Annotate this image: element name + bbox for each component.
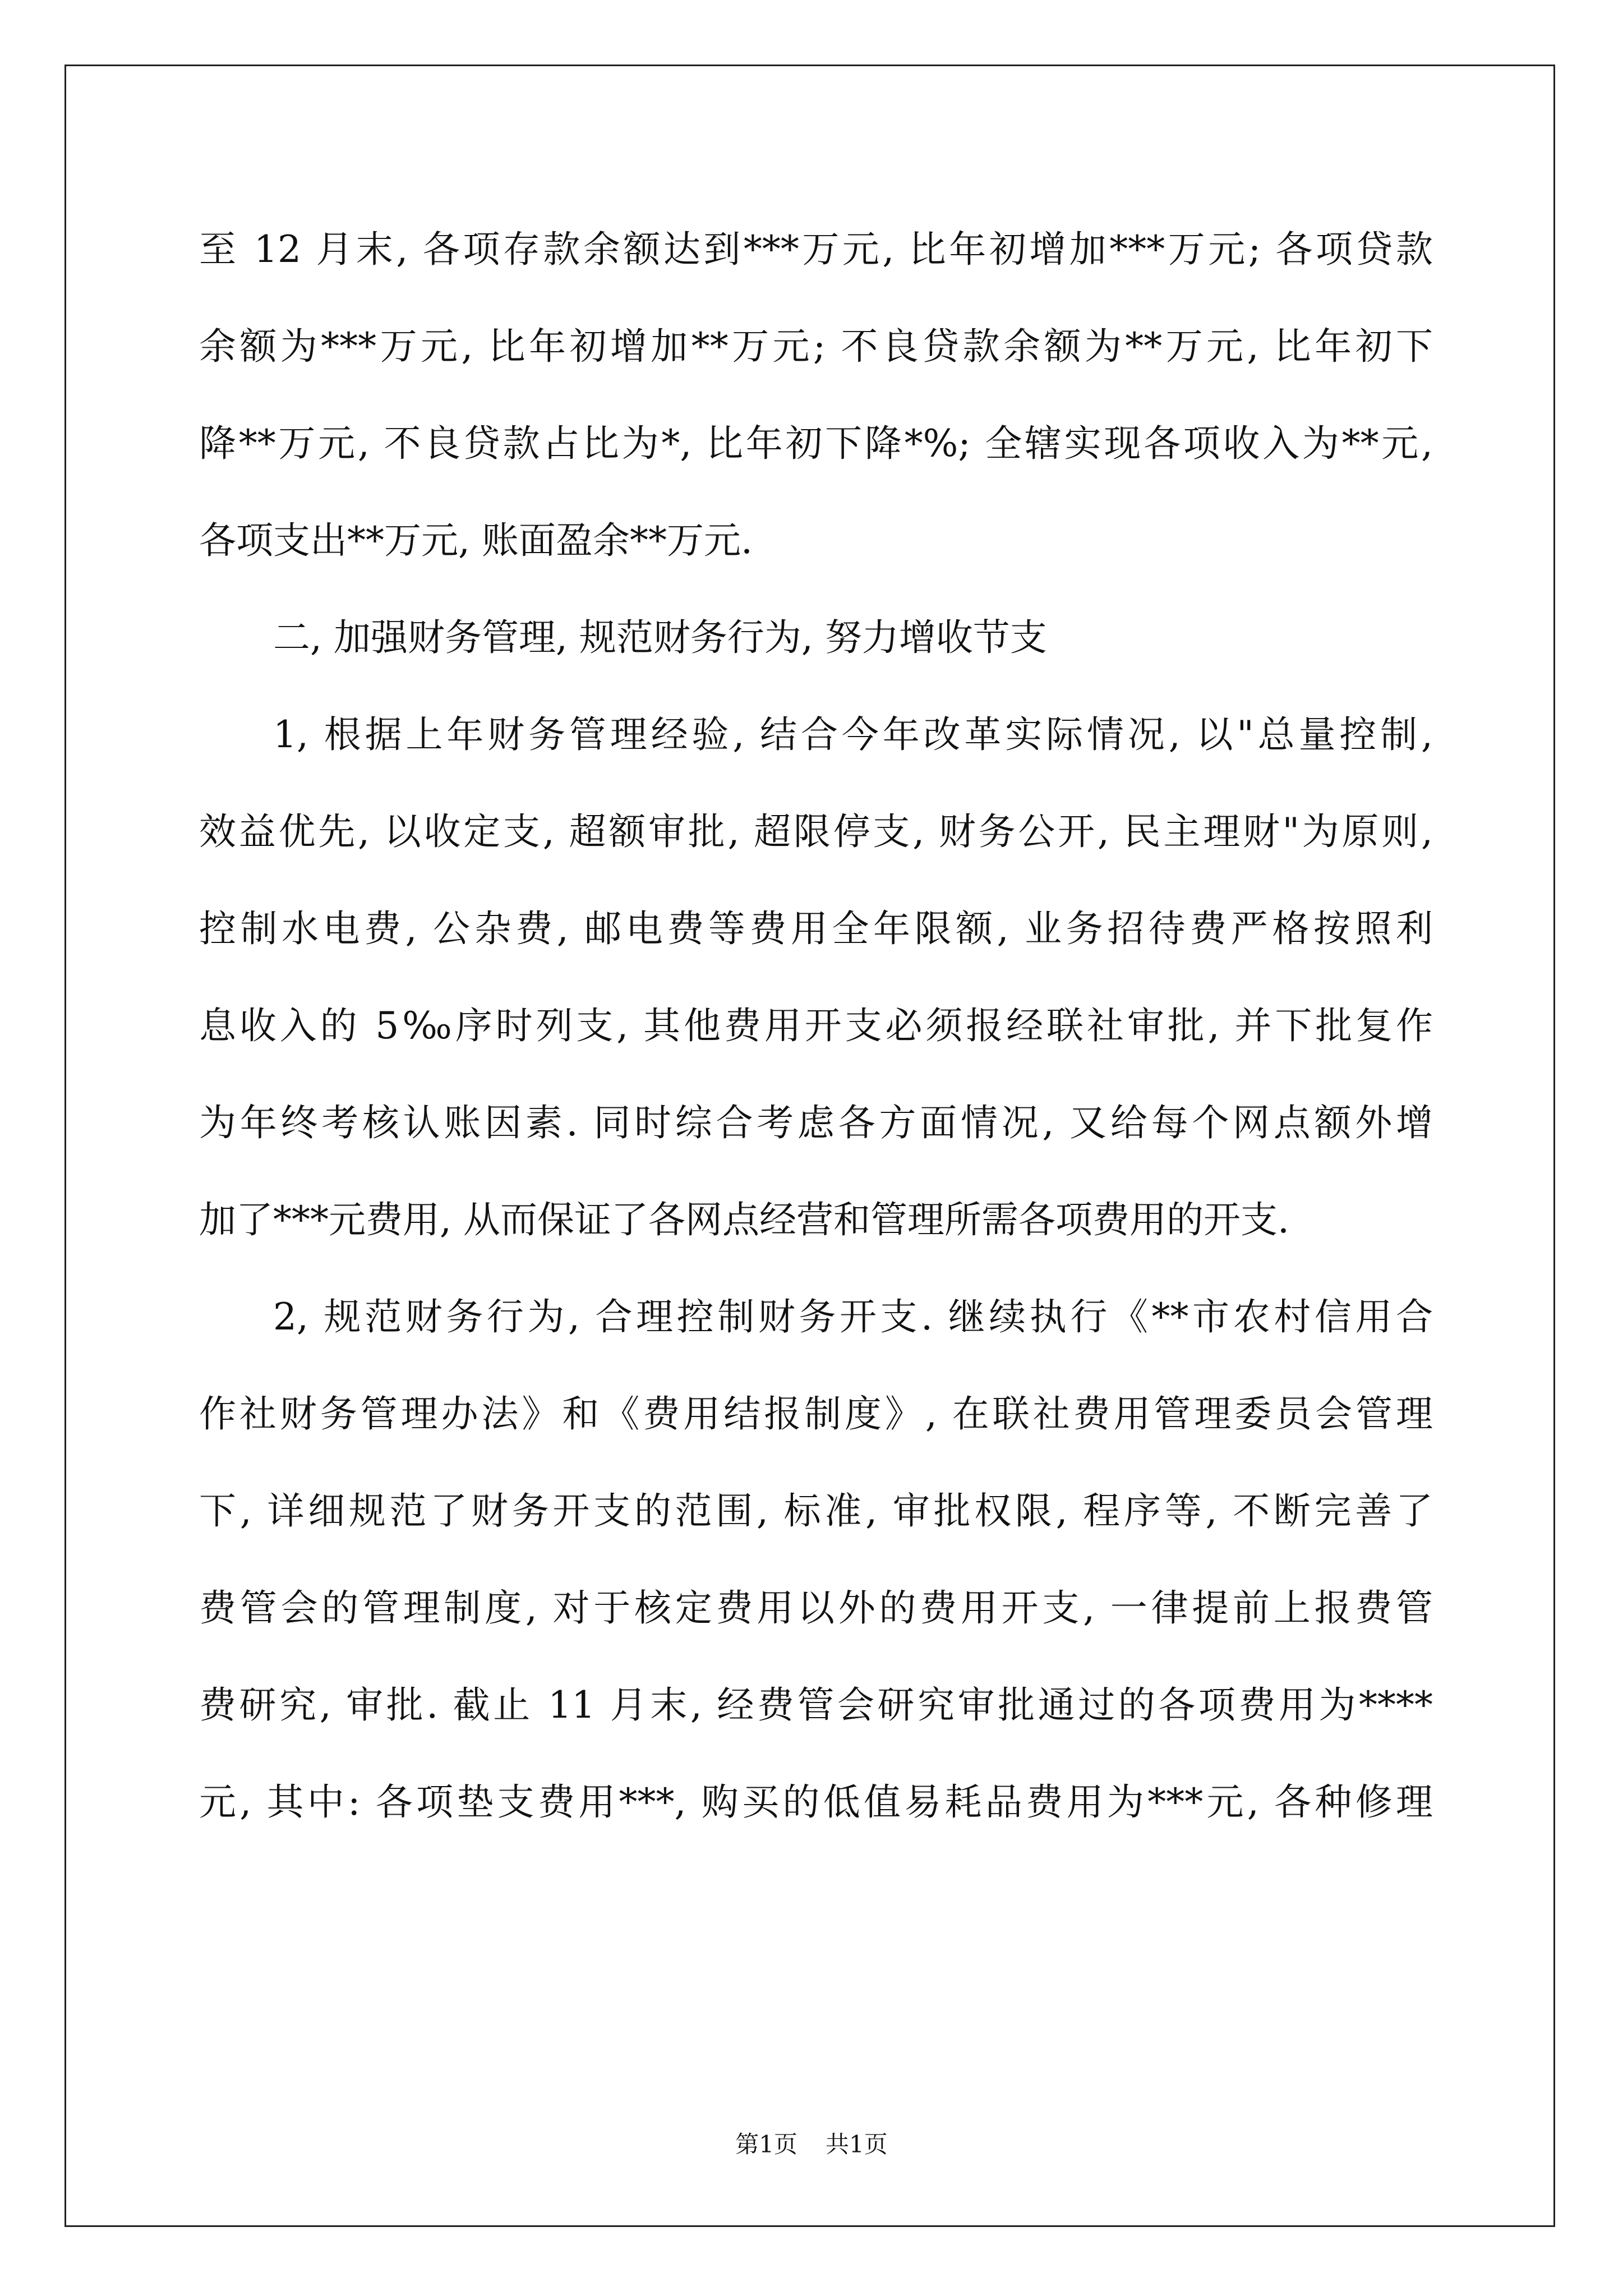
text-line: 为年终考核认账因素. 同时综合考虑各方面情况, 又给每个网点额外增	[199, 1101, 1433, 1144]
text-line: 至 12 月末, 各项存款余额达到***万元, 比年初增加***万元; 各项贷款	[199, 228, 1433, 271]
page-total: 共1页	[826, 2131, 888, 2158]
text-line: 各项支出**万元, 账面盈余**万元.	[199, 519, 753, 562]
text-line: 元, 其中: 各项垫支费用***, 购买的低值易耗品费用为***元, 各种修理	[199, 1780, 1433, 1824]
text-line: 费研究, 审批. 截止 11 月末, 经费管会研究审批通过的各项费用为****	[199, 1683, 1433, 1727]
text-line: 下, 详细规范了财务开支的范围, 标准, 审批权限, 程序等, 不断完善了	[199, 1489, 1433, 1533]
page-number: 第1页	[735, 2131, 797, 2158]
text-line: 费管会的管理制度, 对于核定费用以外的费用开支, 一律提前上报费管	[199, 1586, 1433, 1630]
page-footer	[0, 2126, 1623, 2160]
text-line: 控制水电费, 公杂费, 邮电费等费用全年限额, 业务招待费严格按照利	[199, 907, 1433, 950]
text-line: 降**万元, 不良贷款占比为*, 比年初下降*%; 全辖实现各项收入为**元,	[199, 422, 1433, 465]
text-line: 余额为***万元, 比年初增加**万元; 不良贷款余额为**万元, 比年初下	[199, 325, 1433, 368]
text-line: 加了***元费用, 从而保证了各网点经营和管理所需各项费用的开支.	[199, 1198, 1289, 1241]
text-line: 作社财务管理办法》和《费用结报制度》, 在联社费用管理委员会管理	[199, 1392, 1433, 1435]
text-line: 效益优先, 以收定支, 超额审批, 超限停支, 财务公开, 民主理财"为原则,	[199, 810, 1433, 853]
text-line: 二, 加强财务管理, 规范财务行为, 努力增收节支	[273, 616, 1047, 659]
document-body	[199, 219, 1433, 1869]
text-line: 息收入的 5‰序时列支, 其他费用开支必须报经联社审批, 并下批复作	[199, 1004, 1433, 1047]
text-line: 2, 规范财务行为, 合理控制财务开支. 继续执行《**市农村信用合	[273, 1295, 1433, 1338]
text-line: 1, 根据上年财务管理经验, 结合今年改革实际情况, 以"总量控制,	[273, 713, 1433, 756]
